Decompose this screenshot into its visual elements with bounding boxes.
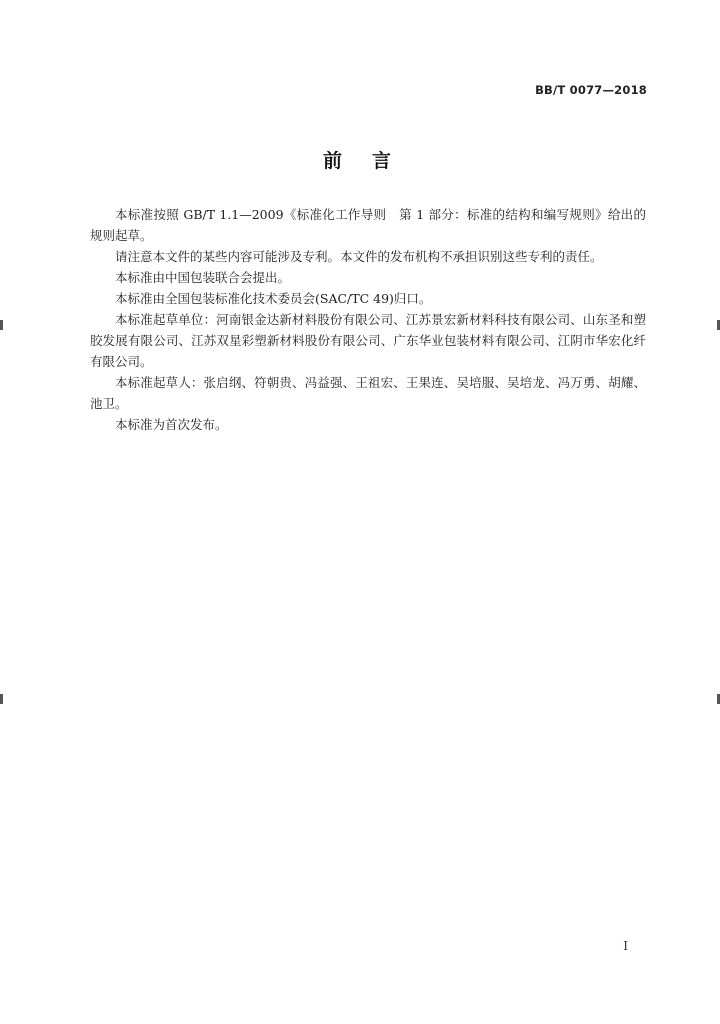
paragraph-proposer: 本标准由中国包装联合会提出。 [115,270,291,285]
paragraph-drafting-units: 本标准起草单位：河南银金达新材料股份有限公司、江苏景宏新材料科技有限公司、山东圣和塑胶发展有限公司、江苏双星彩塑新材料股份有限公司、广东华业包装材料有限公司、江阴市华宏化纤有限公司。 [90,312,646,369]
paragraph-patent-notice: 请注意本文件的某些内容可能涉及专利。本文件的发布机构不承担识别这些专利的责任。 [115,249,603,264]
scan-edge-mark [0,694,3,704]
paragraph-committee: 本标准由全国包装标准化技术委员会(SAC/TC 49)归口。 [115,291,432,306]
paragraph-drafters: 本标准起草人：张启纲、符朝贵、冯益强、王祖宏、王果连、吴培服、吴培龙、冯万勇、胡耀、池卫。 [90,375,646,411]
preface-body [90,204,646,435]
page-number: I [623,939,628,953]
paragraph-first-release: 本标准为首次发布。 [115,417,228,432]
scan-edge-mark [0,320,3,330]
standard-code: BB/T 0077—2018 [535,83,647,97]
page-title: 前言 [322,150,421,172]
paragraph-drafting-rules: 本标准按照 GB/T 1.1—2009《标准化工作导则 第 1 部分：标准的结构和编写规则》给出的规则起草。 [90,207,646,243]
